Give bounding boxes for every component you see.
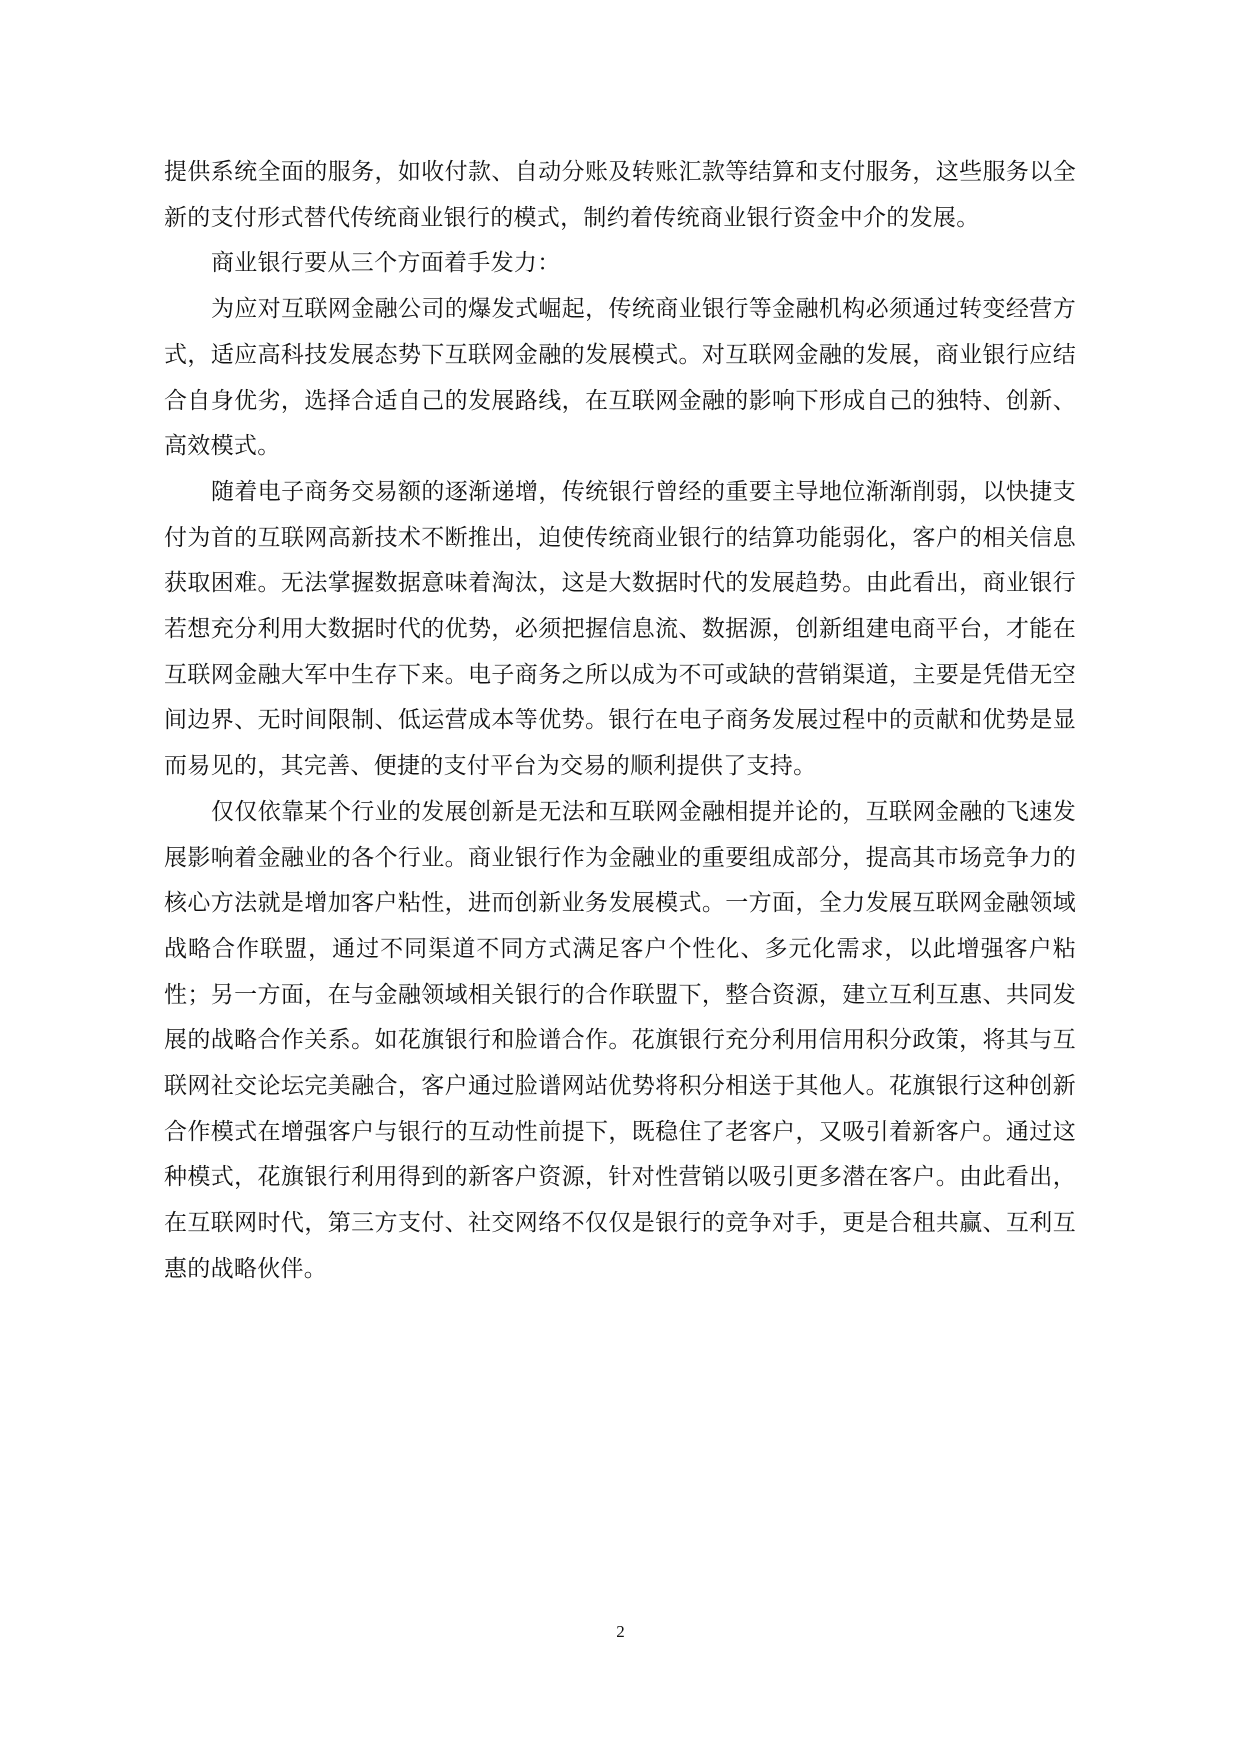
page-number: 2 xyxy=(616,1622,625,1641)
paragraph: 为应对互联网金融公司的爆发式崛起，传统商业银行等金融机构必须通过转变经营方式，适应高科技发展态势下互联网金融的发展模式。对互联网金融的发展，商业银行应结合自身优劣，选择合适自己的发展路线，在互联网金融的影响下形成自己的独特、创新、高效模式。 xyxy=(164,296,1076,460)
paragraph: 随着电子商务交易额的逐渐递增，传统银行曾经的重要主导地位渐渐削弱，以快捷支付为首的互联网高新技术不断推出，迫使传统商业银行的结算功能弱化，客户的相关信息获取困难。无法掌握数据意味着淘汰，这是大数据时代的发展趋势。由此看出，商业银行若想充分利用大数据时代的优势，必须把握信息流、数据源，创新组建电商平台，才能在互联网金融大军中生存下来。电子商务之所以成为不可或缺的营销渠道，主要是凭借无空间边界、无时间限制、低运营成本等优势。银行在电子商务发展过程中的贡献和优势是显而易见的，其完善、便捷的支付平台为交易的顺利提供了支持。 xyxy=(164,478,1076,780)
paragraph: 仅仅依靠某个行业的发展创新是无法和互联网金融相提并论的，互联网金融的飞速发展影响着金融业的各个行业。商业银行作为金融业的重要组成部分，提高其市场竞争力的核心方法就是增加客户粘性，进而创新业务发展模式。一方面，全力发展互联网金融领域战略合作联盟，通过不同渠道不同方式满足客户个性化、多元化需求，以此增强客户粘性；另一方面，在与金融领域相关银行的合作联盟下，整合资源，建立互利互惠、共同发展的战略合作关系。如花旗银行和脸谱合作。花旗银行充分利用信用积分政策，将其与互联网社交论坛完美融合，客户通过脸谱网站优势将积分相送于其他人。花旗银行这种创新合作模式在增强客户与银行的互动性前提下，既稳住了老客户，又吸引着新客户。通过这种模式，花旗银行利用得到的新客户资源，针对性营销以吸引更多潜在客户。由此看出，在互联网时代，第三方支付、社交网络不仅仅是银行的竞争对手，更是合租共赢、互利互惠的战略伙伴。 xyxy=(164,798,1076,1282)
paragraph-intro: 商业银行要从三个方面着手发力： xyxy=(211,250,561,277)
body-text xyxy=(164,150,1076,1293)
paragraph-continued: 提供系统全面的服务，如收付款、自动分账及转账汇款等结算和支付服务，这些服务以全新的支付形式替代传统商业银行的模式，制约着传统商业银行资金中介的发展。 xyxy=(164,159,1076,231)
